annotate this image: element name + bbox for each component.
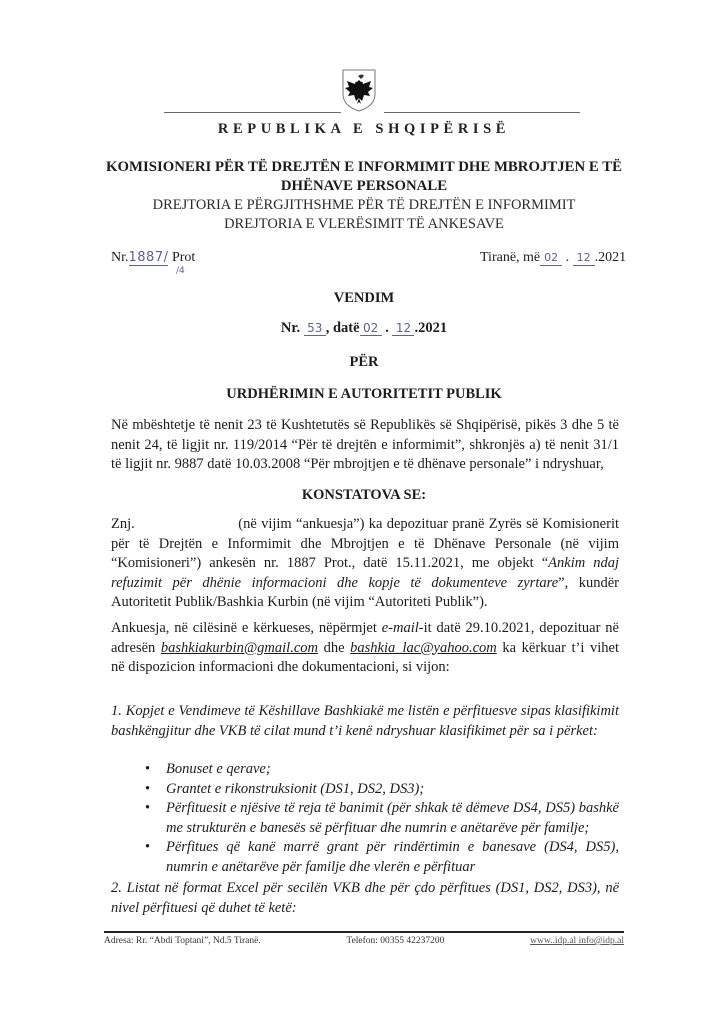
footer-web-link[interactable]: www..idp.al info@idp.al [530, 936, 624, 946]
handwritten-protocol-subnumber: /4 [176, 266, 185, 276]
request-item-1-bullets [145, 760, 619, 877]
country-title: REPUBLIKA E SHQIPËRISË [217, 121, 511, 137]
protocol-number: Nr.1887/ Prot [111, 250, 196, 265]
decision-subject: URDHËRIMIN E AUTORITETIT PUBLIK [226, 386, 502, 402]
footer-rule [104, 931, 624, 933]
request-item-1: 1. Kopjet e Vendimeve të Këshillave Bashkiakë me listën e përfituesve sipas klasifikimit bashkëngjitur dhe VKB të cilat mund t’i kenë ndryshuar klasifikimet për sa i përket: [111, 703, 619, 739]
footer [104, 936, 624, 946]
handwritten-decision-day: 02 [360, 321, 382, 336]
request-paragraph: Ankuesja, në cilësinë e kërkueses, nëpërmjet e-mail-it datë 29.10.2021, depozituar në adresën bashkiakurbin@gmail.com dhe bashkia_lac@yahoo.com ka kërkuar t’i vihet në dispozicion informacioni dhe dokumentacioni, si vijon: [111, 620, 620, 675]
email-link-1[interactable]: bashkiakurbin@gmail.com [160, 639, 318, 656]
institution-line-2: DHËNAVE PERSONALE [280, 178, 448, 194]
directorate-line-2: DREJTORIA E VLERËSIMIT TË ANKESAVE [224, 215, 504, 232]
institution-name [0, 158, 728, 196]
complaint-object: Ankim ndaj refuzimit për dhënie informacioni dhe kopje të dokumenteve zyrtare [111, 555, 623, 591]
place-date: Tiranë, më 02 . 12 .2021 [480, 250, 627, 265]
bullet-item: • Përfitues që kanë marrë grant për rindërtimin e banesave (DS4, DS5), numrin e anëtarëve për familje dhe vlerën e përfituar [145, 838, 619, 877]
albanian-coat-of-arms-icon [341, 68, 377, 112]
handwritten-day: 02 [540, 251, 562, 266]
handwritten-decision-number: 53 [304, 321, 326, 336]
directorate-names [0, 196, 728, 233]
bullet-item: • Bonuset e qerave; [145, 760, 619, 780]
institution-line-1: KOMISIONERI PËR TË DREJTËN E INFORMIMIT DHE MBROJTJEN E TË [106, 159, 622, 175]
bullet-item: • Përfituesit e njësive të reja të banimit (për shkak të dëmeve DS4, DS5) bashkë me strukturën e banesës së përfituar dhe numrin e anëtarëve për familje; [145, 799, 619, 838]
handwritten-month: 12 [573, 251, 595, 266]
decision-number: Nr. 53 , datë 02 . 12 .2021 [280, 320, 448, 336]
footer-phone: Telefon: 00355 42237200 [346, 936, 445, 946]
bullet-item: • Grantet e rikonstruksionit (DS1, DS2, DS3); [145, 780, 619, 800]
findings-heading: KONSTATOVA SE: [301, 487, 427, 503]
complaint-paragraph: Znj. (në vijim “ankuesja”) ka depozituar pranë Zyrës së Komisionerit për të Drejtën e Informimit dhe Mbrojtjen e të Dhënave Personale (në vijim “Komisioneri”) ankesën nr. 1887 Prot., datë 15.11.2021, me objekt “Ankim ndaj refuzimit për dhënie informacioni dhe kopje të dokumenteve zyrtare”, kundër Autoritetit Publik/Bashkia Kurbin (në vijim “Autoriteti Publik”). [111, 516, 623, 610]
decision-title: VENDIM [333, 290, 395, 306]
handwritten-decision-month: 12 [392, 321, 414, 336]
header-rule-right [384, 112, 580, 113]
request-item-2: 2. Listat në format Excel për secilën VKB dhe për çdo përfitues (DS1, DS2, DS3), në nivel përfituesi që duhet të ketë: [111, 880, 619, 916]
legal-basis-paragraph: Në mbështetje të nenit 23 të Kushtetutës së Republikës së Shqipërisë, pikës 3 dhe 5 të nenit 24, të ligjit nr. 119/2014 “Për të drejtën e informimit”, shkronjës a) të nenit 31/1 të ligjit nr. 9887 datë 10.03.2008 “Për mbrojtjen e të dhënave personale” i ndryshuar, [111, 417, 619, 472]
footer-address: Adresa: Rr. “Abdi Toptani”, Nd.5 Tiranë. [104, 936, 261, 946]
header-rule-left [164, 112, 341, 113]
handwritten-protocol-number: 1887/ [128, 250, 169, 265]
decision-per: PËR [349, 354, 379, 370]
email-link-2[interactable]: bashkia_lac@yahoo.com [350, 639, 497, 656]
directorate-line-1: DREJTORIA E PËRGJITHSHME PËR TË DREJTËN E INFORMIMIT [152, 197, 576, 213]
